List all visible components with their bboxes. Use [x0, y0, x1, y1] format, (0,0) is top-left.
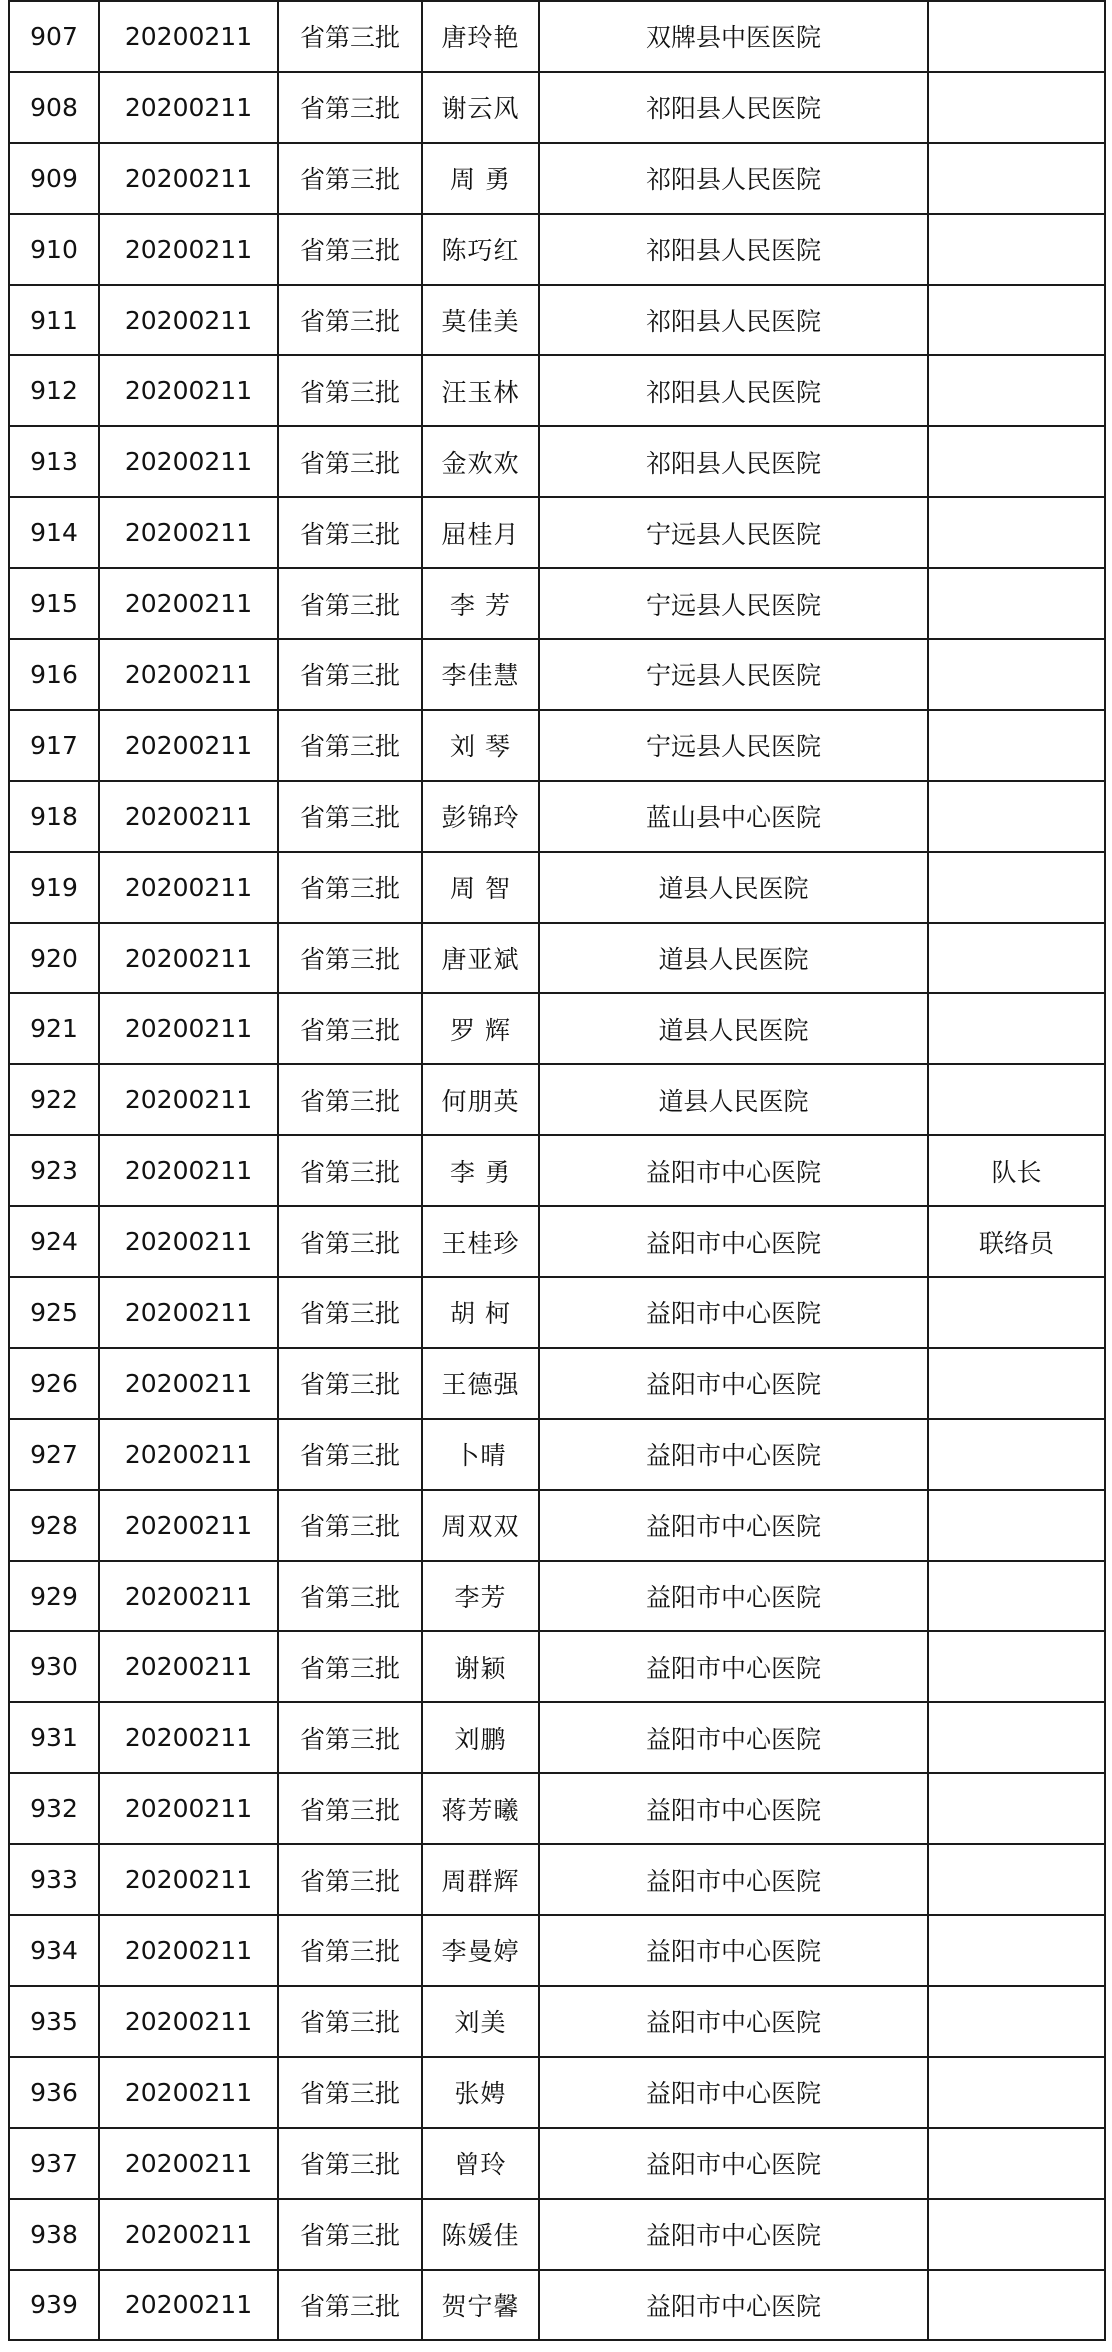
row-number-cell: 921: [9, 993, 99, 1064]
row-number-cell: 927: [9, 1419, 99, 1490]
hospital-cell: 益阳市中心医院: [539, 1986, 928, 2057]
row-number-cell: 914: [9, 497, 99, 568]
date-cell: 20200211: [99, 143, 278, 214]
row-number-cell: 937: [9, 2128, 99, 2199]
hospital-cell: 宁远县人民医院: [539, 568, 928, 639]
batch-cell: 省第三批: [278, 2057, 422, 2128]
date-cell: 20200211: [99, 1348, 278, 1419]
hospital-cell: 益阳市中心医院: [539, 1277, 928, 1348]
date-cell: 20200211: [99, 285, 278, 356]
row-number-cell: 919: [9, 852, 99, 923]
batch-cell: 省第三批: [278, 1348, 422, 1419]
table-row: [9, 1277, 1105, 1348]
member-name-cell: 谢颖: [422, 1631, 539, 1702]
table-row: [9, 1773, 1105, 1844]
member-name-cell: 唐亚斌: [422, 923, 539, 994]
member-name-cell: 汪玉林: [422, 355, 539, 426]
batch-cell: 省第三批: [278, 639, 422, 710]
date-cell: 20200211: [99, 426, 278, 497]
hospital-cell: 益阳市中心医院: [539, 1348, 928, 1419]
table-row: [9, 1419, 1105, 1490]
date-cell: 20200211: [99, 1915, 278, 1986]
row-number-cell: 907: [9, 1, 99, 72]
batch-cell: 省第三批: [278, 497, 422, 568]
role-cell: [928, 1702, 1105, 1773]
row-number-cell: 933: [9, 1844, 99, 1915]
role-cell: [928, 1348, 1105, 1419]
role-cell: [928, 426, 1105, 497]
member-name-cell: 王桂珍: [422, 1206, 539, 1277]
hospital-cell: 双牌县中医医院: [539, 1, 928, 72]
role-cell: [928, 710, 1105, 781]
row-number-cell: 932: [9, 1773, 99, 1844]
batch-cell: 省第三批: [278, 1631, 422, 1702]
hospital-cell: 益阳市中心医院: [539, 2199, 928, 2270]
member-name-cell: 刘美: [422, 1986, 539, 2057]
row-number-cell: 915: [9, 568, 99, 639]
batch-cell: 省第三批: [278, 1277, 422, 1348]
date-cell: 20200211: [99, 1773, 278, 1844]
table-row: [9, 1631, 1105, 1702]
hospital-cell: 道县人民医院: [539, 993, 928, 1064]
member-name-cell: 刘鹏: [422, 1702, 539, 1773]
role-cell: [928, 355, 1105, 426]
member-name-cell: 罗 辉: [422, 993, 539, 1064]
hospital-cell: 益阳市中心医院: [539, 1631, 928, 1702]
roster-table: [8, 0, 1106, 2341]
role-cell: [928, 1844, 1105, 1915]
role-cell: [928, 781, 1105, 852]
role-cell: [928, 285, 1105, 356]
member-name-cell: 周群辉: [422, 1844, 539, 1915]
row-number-cell: 920: [9, 923, 99, 994]
row-number-cell: 936: [9, 2057, 99, 2128]
member-name-cell: 彭锦玲: [422, 781, 539, 852]
member-name-cell: 周 智: [422, 852, 539, 923]
batch-cell: 省第三批: [278, 214, 422, 285]
table-row: [9, 1561, 1105, 1632]
role-cell: [928, 1277, 1105, 1348]
table-row: [9, 285, 1105, 356]
member-name-cell: 莫佳美: [422, 285, 539, 356]
date-cell: 20200211: [99, 1986, 278, 2057]
batch-cell: 省第三批: [278, 426, 422, 497]
table-row: [9, 639, 1105, 710]
role-cell: [928, 1915, 1105, 1986]
batch-cell: 省第三批: [278, 1064, 422, 1135]
table-row: [9, 214, 1105, 285]
date-cell: 20200211: [99, 2128, 278, 2199]
member-name-cell: 刘 琴: [422, 710, 539, 781]
member-name-cell: 金欢欢: [422, 426, 539, 497]
batch-cell: 省第三批: [278, 710, 422, 781]
member-name-cell: 李芳: [422, 1561, 539, 1632]
batch-cell: 省第三批: [278, 781, 422, 852]
row-number-cell: 928: [9, 1490, 99, 1561]
member-name-cell: 胡 柯: [422, 1277, 539, 1348]
table-row: [9, 568, 1105, 639]
hospital-cell: 宁远县人民医院: [539, 497, 928, 568]
table-row: [9, 781, 1105, 852]
table-row: [9, 2270, 1105, 2341]
hospital-cell: 道县人民医院: [539, 1064, 928, 1135]
member-name-cell: 卜晴: [422, 1419, 539, 1490]
date-cell: 20200211: [99, 1, 278, 72]
hospital-cell: 益阳市中心医院: [539, 1490, 928, 1561]
table-row: [9, 1844, 1105, 1915]
hospital-cell: 祁阳县人民医院: [539, 72, 928, 143]
role-cell: [928, 852, 1105, 923]
hospital-cell: 益阳市中心医院: [539, 2057, 928, 2128]
role-cell: [928, 1419, 1105, 1490]
date-cell: 20200211: [99, 2270, 278, 2341]
row-number-cell: 929: [9, 1561, 99, 1632]
role-cell: [928, 1986, 1105, 2057]
member-name-cell: 谢云风: [422, 72, 539, 143]
date-cell: 20200211: [99, 923, 278, 994]
row-number-cell: 938: [9, 2199, 99, 2270]
table-row: [9, 143, 1105, 214]
hospital-cell: 益阳市中心医院: [539, 1915, 928, 1986]
role-cell: [928, 568, 1105, 639]
row-number-cell: 909: [9, 143, 99, 214]
date-cell: 20200211: [99, 639, 278, 710]
role-cell: [928, 1561, 1105, 1632]
row-number-cell: 934: [9, 1915, 99, 1986]
hospital-cell: 益阳市中心医院: [539, 1135, 928, 1206]
table-row: [9, 497, 1105, 568]
table-row: [9, 1206, 1105, 1277]
table-row: [9, 710, 1105, 781]
role-cell: 联络员: [928, 1206, 1105, 1277]
batch-cell: 省第三批: [278, 852, 422, 923]
table-row: [9, 2128, 1105, 2199]
role-cell: [928, 1064, 1105, 1135]
batch-cell: 省第三批: [278, 1419, 422, 1490]
batch-cell: 省第三批: [278, 285, 422, 356]
member-name-cell: 贺宁馨: [422, 2270, 539, 2341]
member-name-cell: 陈巧红: [422, 214, 539, 285]
date-cell: 20200211: [99, 993, 278, 1064]
date-cell: 20200211: [99, 852, 278, 923]
table-row: [9, 1986, 1105, 2057]
table-row: [9, 1, 1105, 72]
member-name-cell: 周双双: [422, 1490, 539, 1561]
date-cell: 20200211: [99, 1702, 278, 1773]
role-cell: [928, 497, 1105, 568]
role-cell: [928, 1490, 1105, 1561]
date-cell: 20200211: [99, 2199, 278, 2270]
batch-cell: 省第三批: [278, 355, 422, 426]
date-cell: 20200211: [99, 1631, 278, 1702]
member-name-cell: 何朋英: [422, 1064, 539, 1135]
row-number-cell: 922: [9, 1064, 99, 1135]
hospital-cell: 益阳市中心医院: [539, 1206, 928, 1277]
date-cell: 20200211: [99, 1844, 278, 1915]
member-name-cell: 张娉: [422, 2057, 539, 2128]
hospital-cell: 道县人民医院: [539, 852, 928, 923]
hospital-cell: 祁阳县人民医院: [539, 285, 928, 356]
hospital-cell: 宁远县人民医院: [539, 639, 928, 710]
row-number-cell: 916: [9, 639, 99, 710]
member-name-cell: 蒋芳曦: [422, 1773, 539, 1844]
date-cell: 20200211: [99, 1561, 278, 1632]
batch-cell: 省第三批: [278, 993, 422, 1064]
row-number-cell: 939: [9, 2270, 99, 2341]
hospital-cell: 宁远县人民医院: [539, 710, 928, 781]
member-name-cell: 李 勇: [422, 1135, 539, 1206]
table-row: [9, 2057, 1105, 2128]
member-name-cell: 李 芳: [422, 568, 539, 639]
role-cell: [928, 639, 1105, 710]
table-row: [9, 923, 1105, 994]
row-number-cell: 913: [9, 426, 99, 497]
row-number-cell: 931: [9, 1702, 99, 1773]
batch-cell: 省第三批: [278, 2199, 422, 2270]
date-cell: 20200211: [99, 1064, 278, 1135]
member-name-cell: 陈媛佳: [422, 2199, 539, 2270]
hospital-cell: 益阳市中心医院: [539, 2270, 928, 2341]
hospital-cell: 祁阳县人民医院: [539, 426, 928, 497]
batch-cell: 省第三批: [278, 1915, 422, 1986]
row-number-cell: 917: [9, 710, 99, 781]
row-number-cell: 918: [9, 781, 99, 852]
batch-cell: 省第三批: [278, 1844, 422, 1915]
role-cell: [928, 2128, 1105, 2199]
batch-cell: 省第三批: [278, 1135, 422, 1206]
hospital-cell: 益阳市中心医院: [539, 1844, 928, 1915]
hospital-cell: 益阳市中心医院: [539, 1773, 928, 1844]
row-number-cell: 908: [9, 72, 99, 143]
batch-cell: 省第三批: [278, 1773, 422, 1844]
batch-cell: 省第三批: [278, 1490, 422, 1561]
batch-cell: 省第三批: [278, 568, 422, 639]
hospital-cell: 道县人民医院: [539, 923, 928, 994]
row-number-cell: 911: [9, 285, 99, 356]
date-cell: 20200211: [99, 1206, 278, 1277]
row-number-cell: 926: [9, 1348, 99, 1419]
roster-table-body: [9, 1, 1105, 2340]
batch-cell: 省第三批: [278, 143, 422, 214]
table-row: [9, 993, 1105, 1064]
batch-cell: 省第三批: [278, 1702, 422, 1773]
role-cell: [928, 993, 1105, 1064]
table-row: [9, 852, 1105, 923]
role-cell: [928, 214, 1105, 285]
role-cell: [928, 1631, 1105, 1702]
member-name-cell: 曾玲: [422, 2128, 539, 2199]
date-cell: 20200211: [99, 710, 278, 781]
member-name-cell: 周 勇: [422, 143, 539, 214]
date-cell: 20200211: [99, 1419, 278, 1490]
role-cell: 队长: [928, 1135, 1105, 1206]
role-cell: [928, 72, 1105, 143]
batch-cell: 省第三批: [278, 1986, 422, 2057]
table-row: [9, 1490, 1105, 1561]
batch-cell: 省第三批: [278, 923, 422, 994]
table-row: [9, 1348, 1105, 1419]
member-name-cell: 屈桂月: [422, 497, 539, 568]
table-row: [9, 1135, 1105, 1206]
batch-cell: 省第三批: [278, 1206, 422, 1277]
table-row: [9, 1064, 1105, 1135]
row-number-cell: 910: [9, 214, 99, 285]
batch-cell: 省第三批: [278, 1, 422, 72]
member-name-cell: 王德强: [422, 1348, 539, 1419]
hospital-cell: 祁阳县人民医院: [539, 143, 928, 214]
date-cell: 20200211: [99, 1135, 278, 1206]
date-cell: 20200211: [99, 568, 278, 639]
date-cell: 20200211: [99, 1277, 278, 1348]
member-name-cell: 李曼婷: [422, 1915, 539, 1986]
role-cell: [928, 2057, 1105, 2128]
batch-cell: 省第三批: [278, 2270, 422, 2341]
date-cell: 20200211: [99, 781, 278, 852]
role-cell: [928, 1773, 1105, 1844]
role-cell: [928, 143, 1105, 214]
date-cell: 20200211: [99, 214, 278, 285]
table-row: [9, 2199, 1105, 2270]
row-number-cell: 923: [9, 1135, 99, 1206]
row-number-cell: 925: [9, 1277, 99, 1348]
batch-cell: 省第三批: [278, 2128, 422, 2199]
table-row: [9, 1915, 1105, 1986]
date-cell: 20200211: [99, 1490, 278, 1561]
role-cell: [928, 1, 1105, 72]
date-cell: 20200211: [99, 2057, 278, 2128]
hospital-cell: 益阳市中心医院: [539, 1419, 928, 1490]
hospital-cell: 益阳市中心医院: [539, 1702, 928, 1773]
table-row: [9, 426, 1105, 497]
row-number-cell: 930: [9, 1631, 99, 1702]
row-number-cell: 935: [9, 1986, 99, 2057]
batch-cell: 省第三批: [278, 72, 422, 143]
table-row: [9, 1702, 1105, 1773]
row-number-cell: 924: [9, 1206, 99, 1277]
hospital-cell: 蓝山县中心医院: [539, 781, 928, 852]
date-cell: 20200211: [99, 72, 278, 143]
table-row: [9, 72, 1105, 143]
date-cell: 20200211: [99, 497, 278, 568]
role-cell: [928, 2199, 1105, 2270]
hospital-cell: 祁阳县人民医院: [539, 355, 928, 426]
hospital-cell: 祁阳县人民医院: [539, 214, 928, 285]
member-name-cell: 唐玲艳: [422, 1, 539, 72]
hospital-cell: 益阳市中心医院: [539, 2128, 928, 2199]
row-number-cell: 912: [9, 355, 99, 426]
table-row: [9, 355, 1105, 426]
role-cell: [928, 2270, 1105, 2341]
batch-cell: 省第三批: [278, 1561, 422, 1632]
hospital-cell: 益阳市中心医院: [539, 1561, 928, 1632]
role-cell: [928, 923, 1105, 994]
date-cell: 20200211: [99, 355, 278, 426]
member-name-cell: 李佳慧: [422, 639, 539, 710]
